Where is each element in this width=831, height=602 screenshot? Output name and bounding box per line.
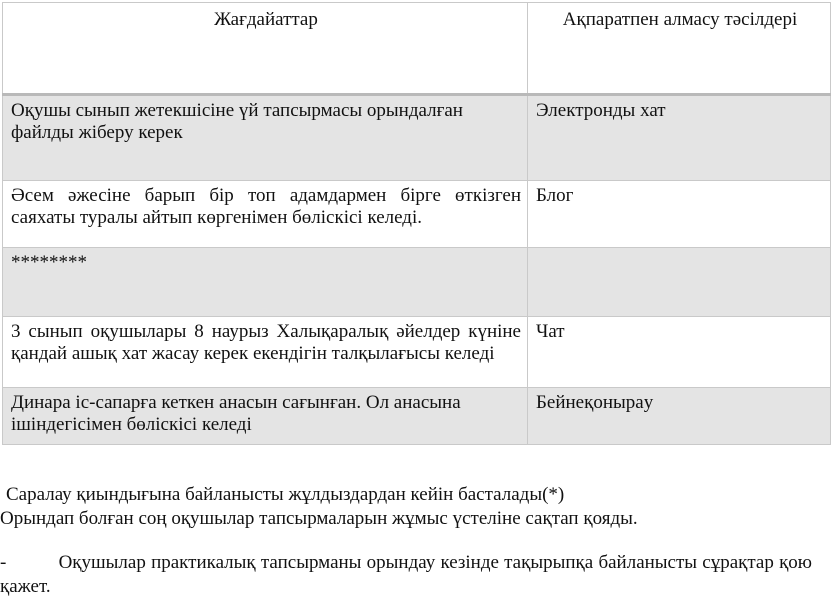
- table-row: [3, 317, 831, 388]
- header-methods: Ақпаратпен алмасу тәсілдері: [528, 3, 831, 95]
- situation-cell: Әсем әжесіне барып бір топ адамдармен бірге өткізген саяхаты туралы айтып көргенімен бөлiскiсi келедi.: [3, 181, 528, 248]
- method-cell: Чат: [528, 317, 831, 388]
- table-row: [3, 388, 831, 445]
- table-row: [3, 248, 831, 317]
- situation-cell: ********: [3, 248, 528, 317]
- notes-section: [0, 483, 817, 599]
- situations-table: [2, 2, 831, 445]
- table-row: [3, 95, 831, 181]
- method-cell: [528, 248, 831, 317]
- table-header-row: [3, 3, 831, 95]
- situation-cell: 3 сынып оқушылары 8 наурыз Халықаралық әйелдер күніне қандай ашық хат жасау керек екендігін талқылағысы келеді: [3, 317, 528, 388]
- method-cell: Бейнеқоныраy: [528, 388, 831, 445]
- note-differentiation: Саралау қиындығына байланысты жұлдыздардан кейін басталады(*): [6, 484, 565, 505]
- method-cell: Электронды хат: [528, 95, 831, 181]
- table-row: [3, 181, 831, 248]
- situation-cell: Динара іс-сапарға кеткен анасын сағынған. Ол анасына ішіндегісімен бөлiскiсi келедi: [3, 388, 528, 445]
- situation-cell: Оқушы сынып жетекшісіне үй тапсырмасы орындалған файлды жіберу керек: [3, 95, 528, 181]
- note-save-work: Орындап болған соң оқушылар тапсырмаларын жұмыс үстеліне сақтап қояды.: [0, 508, 638, 529]
- method-cell: Блог: [528, 181, 831, 248]
- note-questions: - Оқушылар практикалық тапсырманы орындау кезінде тақырыпқа байланысты сұрақтар қою қажет.: [0, 552, 817, 597]
- header-situations: Жағдайаттар: [3, 3, 528, 95]
